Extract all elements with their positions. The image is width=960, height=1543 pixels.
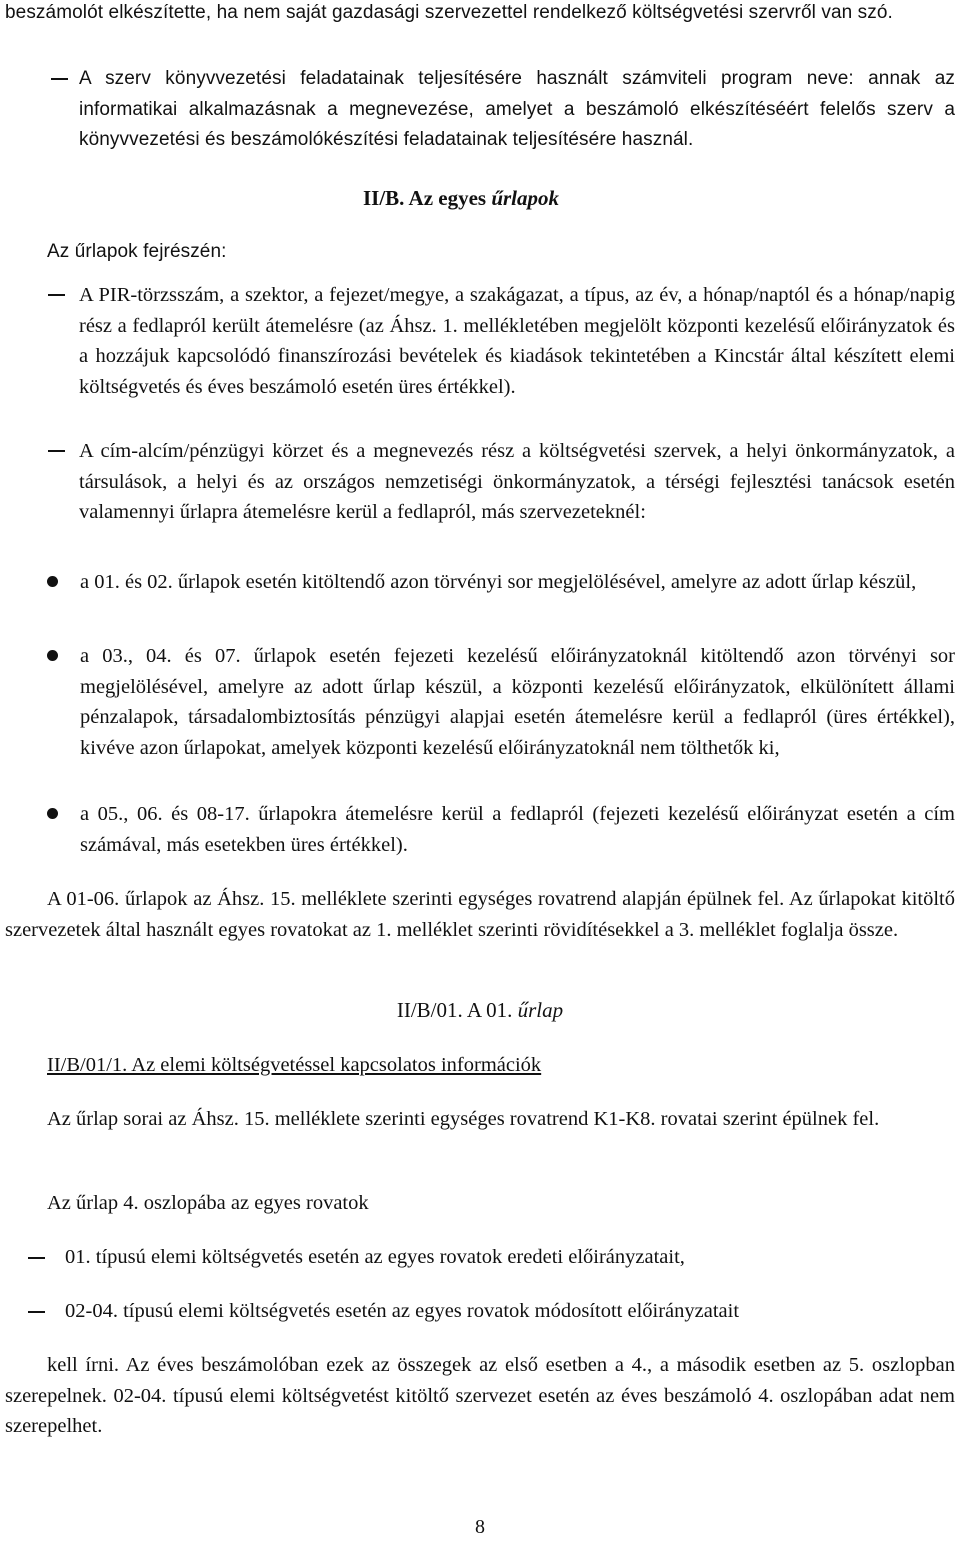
section-heading-iib	[363, 183, 559, 214]
dash-paragraph-accounting-program	[5, 64, 955, 156]
paragraph-rovatrend	[5, 884, 955, 945]
heading-text: II/B. Az egyes	[363, 186, 492, 210]
paragraph-text: A 01-06. űrlapok az Áhsz. 15. melléklete szerinti egységes rovatrend alapján épülnek fel. Az űrlapokat kitöltő szervezetek által használt egyes rovatokat az 1. melléklet szerinti rövidítésekkel a 3. melléklet foglalja össze.	[5, 888, 955, 941]
heading-italic-text: űrlapok	[491, 186, 560, 210]
dash-marker	[51, 78, 68, 80]
paragraph-continuation: beszámolót elkészítette, ha nem saját gazdasági szervezettel rendelkező költségvetési szervről van szó.	[5, 2, 893, 23]
heading-text: II/B/01. A 01.	[396, 998, 518, 1022]
paragraph-text: Az űrlap sorai az Áhsz. 15. melléklete szerinti egységes rovatrend K1-K8. rovatai szerint épülnek fel.	[47, 1108, 880, 1130]
paragraph-text: A cím-alcím/pénzügyi körzet és a megnevezés rész a költségvetési szervek, a helyi önkormányzatok, a társulások, a helyi és az országos nemzetiségi önkormányzatok, a térségi fejlesztési tanácsok esetén valamennyi űrlapra átemelésre kerül a fedlapról, más szervezeteknél:	[79, 440, 955, 523]
dash-marker	[28, 1311, 45, 1313]
paragraph-text: A PIR-törzsszám, a szektor, a fejezet/megye, a szakágazat, a típus, az év, a hónap/naptól és a hónap/napig rész a fedlapról került átemelésre (az Áhsz. 1. mellékletében megjelölt központi kezelésű előirányzatok és a hozzájuk kapcsolódó finanszírozási bevételek és kiadások tekintetében a Kincstár által készített elemi költségvetés és éves beszámoló esetén üres értékkel).	[79, 284, 955, 398]
bullet-item-03-04-07	[5, 641, 955, 763]
bullet-item-05-06-08-17	[5, 799, 955, 860]
header-label: Az űrlapok fejrészén:	[47, 241, 227, 262]
paragraph-oszlop-intro: Az űrlap 4. oszlopába az egyes rovatok	[47, 1192, 369, 1214]
page-number: 8	[475, 1516, 485, 1538]
bullet-text: a 03., 04. és 07. űrlapok esetén fejezeti kezelésű előirányzatoknál kitöltendő azon törvényi sor megjelölésével, amelyre az adott űrlap készül, a központi kezelésű előirányzatok, elkülönített állami pénzalapok, társadalombiztosítás pénzügyi alapjai esetén átemelésre kerül a fedlapról (üres értékkel), kivéve azon űrlapokat, amelyek központi kezelésű előirányzatoknál nem tölthetők ki,	[80, 645, 955, 759]
dash-paragraph-cim-alcim	[5, 436, 955, 528]
paragraph-text: kell írni. Az éves beszámolóban ezek az összegek az első esetben a 4., a második esetben az 5. oszlopban szerepelnek. 02-04. típusú elemi költségvetést kitöltő szervezet esetén az éves beszámoló 4. oszlopában adat nem szerepelhet.	[5, 1354, 955, 1437]
bullet-marker	[47, 576, 58, 587]
paragraph-sorai	[5, 1104, 955, 1135]
bullet-marker	[47, 650, 58, 661]
paragraph-kell-irni	[5, 1350, 955, 1442]
section-heading-01	[5, 995, 955, 1026]
paragraph-text: A szerv könyvvezetési feladatainak teljesítésére használt számviteli program neve: annak az informatikai alkalmazásnak a megnevezése, amelyet a beszámoló elkészítéséért felelős szerv a könyvvezetési és beszámolókészítési feladatainak teljesítésére használ.	[79, 68, 955, 150]
dash-paragraph-pir	[5, 280, 955, 402]
bullet-text: a 05., 06. és 08-17. űrlapokra átemelésre kerül a fedlapról (fejezeti kezelésű előirányzat esetén a cím számával, más esetekben üres értékkel).	[80, 803, 955, 856]
bullet-item-01-02	[5, 567, 955, 598]
dash-marker	[48, 294, 65, 296]
subheading-elemi-koltsegvetes: II/B/01/1. Az elemi költségvetéssel kapcsolatos információk	[47, 1054, 542, 1076]
bullet-marker	[47, 808, 58, 819]
dash-text: 02-04. típusú elemi költségvetés esetén az egyes rovatok módosított előirányzatait	[65, 1300, 740, 1322]
dash-marker	[28, 1257, 45, 1259]
dash-text: 01. típusú elemi költségvetés esetén az egyes rovatok eredeti előirányzatait,	[65, 1246, 685, 1268]
heading-italic-text: űrlap	[517, 998, 564, 1022]
bullet-text: a 01. és 02. űrlapok esetén kitöltendő azon törvényi sor megjelölésével, amelyre az adott űrlap készül,	[80, 571, 917, 593]
dash-marker	[48, 450, 65, 452]
